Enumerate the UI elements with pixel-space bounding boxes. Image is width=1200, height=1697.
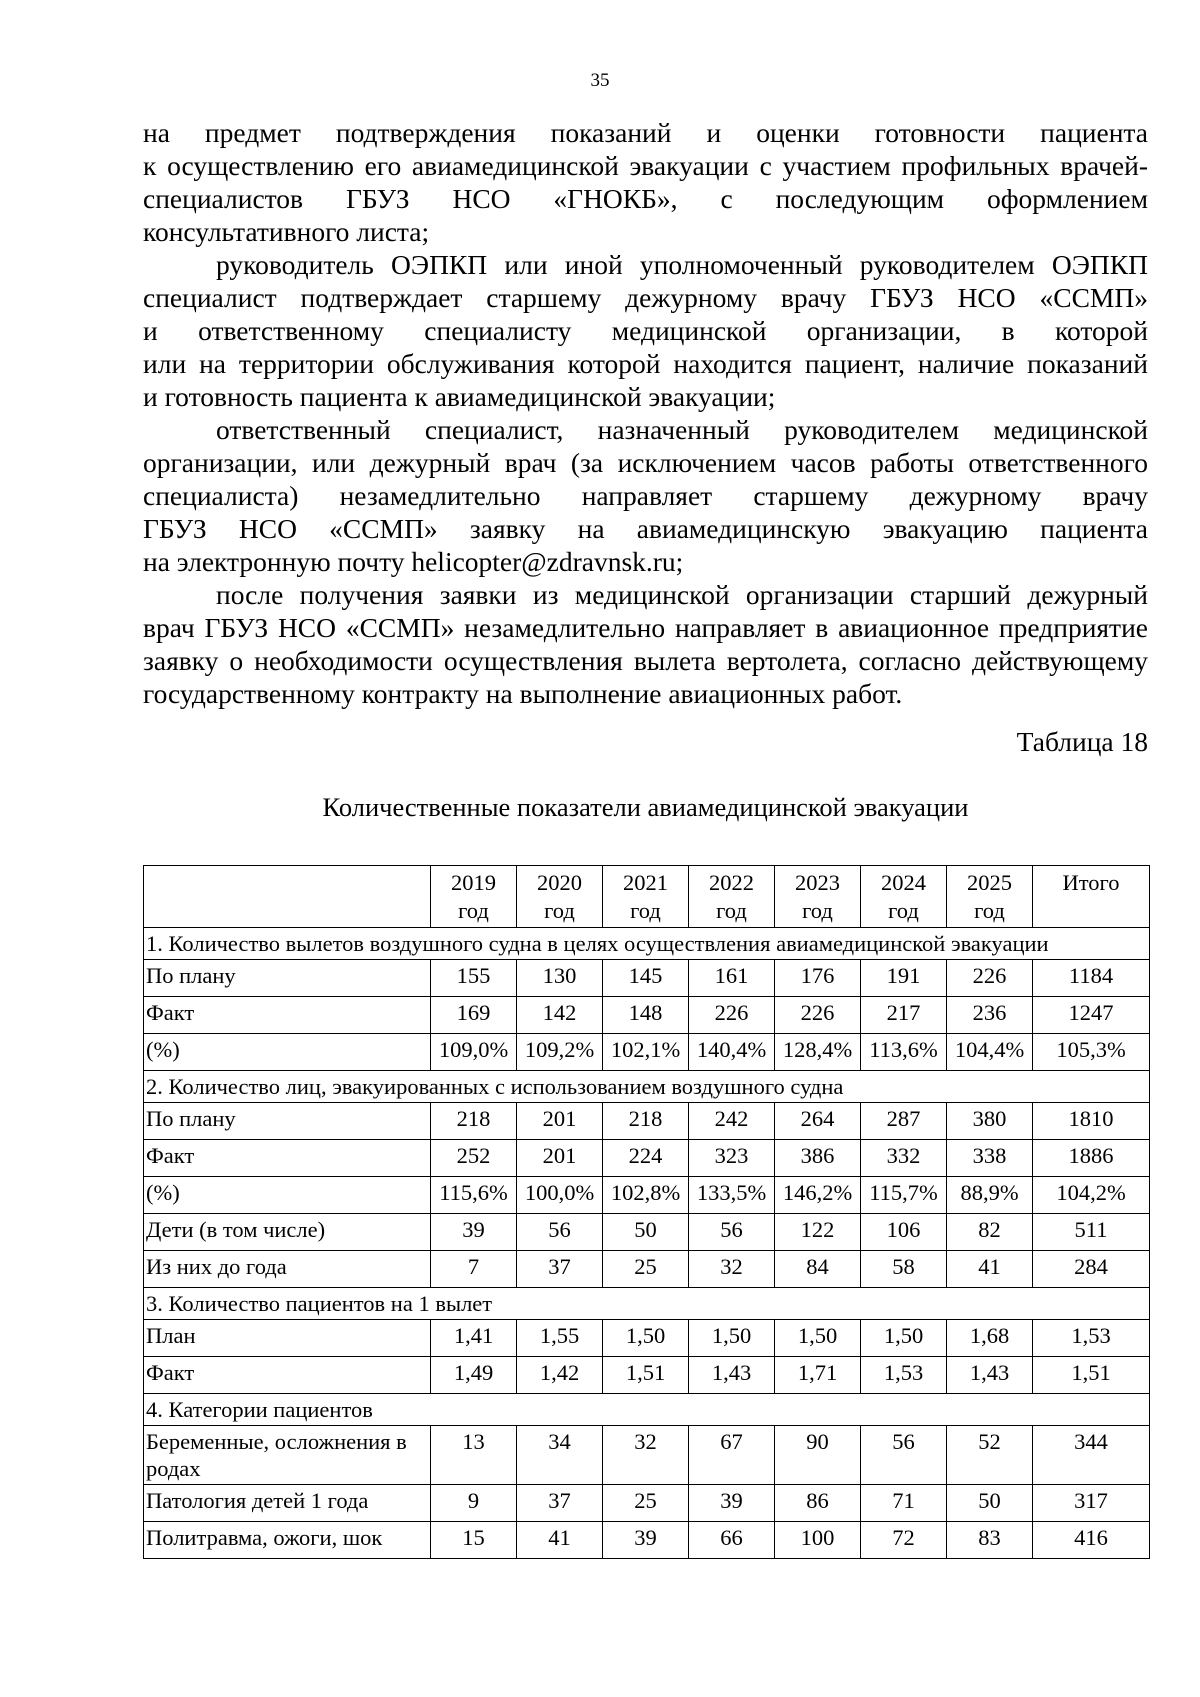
row-label: Политравма, ожоги, шок	[144, 1522, 431, 1559]
section-row	[144, 1288, 1150, 1320]
text-line: ГБУЗ НСО «ССМП» заявку на авиамедицинскую эвакуацию пациента	[143, 513, 1148, 544]
value-cell: 84	[775, 1251, 861, 1288]
column-header: 2021 год	[603, 866, 689, 928]
column-header: 2025 год	[947, 866, 1033, 928]
text-line: ответственный специалист, назначенный руководителем медицинской	[216, 414, 1148, 445]
section-title: 2. Количество лиц, эвакуированных с использованием воздушного судна	[144, 1071, 1150, 1103]
row-label: Беременные, осложнения в родах	[144, 1426, 431, 1485]
paragraph	[143, 413, 1148, 578]
total-cell: 344	[1033, 1426, 1150, 1485]
table-row	[144, 1103, 1150, 1140]
total-cell: 284	[1033, 1251, 1150, 1288]
value-cell: 1,42	[517, 1357, 603, 1394]
value-cell: 104,4%	[947, 1034, 1033, 1071]
value-cell: 39	[689, 1485, 775, 1522]
value-cell: 58	[861, 1251, 947, 1288]
value-cell: 72	[861, 1522, 947, 1559]
value-cell: 50	[947, 1485, 1033, 1522]
row-label: (%)	[144, 1177, 431, 1214]
table-row	[144, 1214, 1150, 1251]
section-title: 1. Количество вылетов воздушного судна в целях осуществления авиамедицинской эвакуации	[144, 928, 1150, 960]
total-cell: 105,3%	[1033, 1034, 1150, 1071]
value-cell: 50	[603, 1214, 689, 1251]
value-cell: 1,50	[603, 1320, 689, 1357]
table-row	[144, 1357, 1150, 1394]
total-cell: 1,51	[1033, 1357, 1150, 1394]
value-cell: 7	[431, 1251, 517, 1288]
row-label: Факт	[144, 1357, 431, 1394]
value-cell: 338	[947, 1140, 1033, 1177]
value-cell: 83	[947, 1522, 1033, 1559]
value-cell: 9	[431, 1485, 517, 1522]
value-cell: 39	[431, 1214, 517, 1251]
row-label: Из них до года	[144, 1251, 431, 1288]
section-title: 3. Количество пациентов на 1 вылет	[144, 1288, 1150, 1320]
row-label: Патология детей 1 года	[144, 1485, 431, 1522]
value-cell: 100,0%	[517, 1177, 603, 1214]
data-table	[143, 865, 1150, 1559]
value-cell: 264	[775, 1103, 861, 1140]
value-cell: 41	[947, 1251, 1033, 1288]
total-cell: 1247	[1033, 997, 1150, 1034]
total-cell: 317	[1033, 1485, 1150, 1522]
value-cell: 1,43	[947, 1357, 1033, 1394]
value-cell: 169	[431, 997, 517, 1034]
value-cell: 1,51	[603, 1357, 689, 1394]
text-line: руководитель ОЭПКП или иной уполномоченный руководителем ОЭПКП	[216, 249, 1148, 280]
value-cell: 1,68	[947, 1320, 1033, 1357]
text-line: и готовность пациента к авиамедицинской эвакуации;	[143, 381, 776, 412]
value-cell: 56	[689, 1214, 775, 1251]
value-cell: 242	[689, 1103, 775, 1140]
table-caption: Таблица 18	[1016, 726, 1148, 757]
value-cell: 128,4%	[775, 1034, 861, 1071]
value-cell: 115,7%	[861, 1177, 947, 1214]
value-cell: 39	[603, 1522, 689, 1559]
value-cell: 56	[517, 1214, 603, 1251]
value-cell: 90	[775, 1426, 861, 1485]
body-text	[143, 116, 1148, 710]
value-cell: 155	[431, 960, 517, 997]
value-cell: 145	[603, 960, 689, 997]
table-row	[144, 1426, 1150, 1485]
value-cell: 176	[775, 960, 861, 997]
value-cell: 386	[775, 1140, 861, 1177]
value-cell: 1,49	[431, 1357, 517, 1394]
row-label: Факт	[144, 997, 431, 1034]
value-cell: 106	[861, 1214, 947, 1251]
value-cell: 37	[517, 1251, 603, 1288]
total-cell: 1184	[1033, 960, 1150, 997]
text-line: организации, или дежурный врач (за исключением часов работы ответственного	[143, 447, 1148, 478]
table-header-row	[144, 866, 1150, 928]
table-row	[144, 1177, 1150, 1214]
text-line: заявку о необходимости осуществления вылета вертолета, согласно действующему	[143, 645, 1148, 676]
text-line: специалистов ГБУЗ НСО «ГНОКБ», с последующим оформлением	[143, 183, 1148, 214]
table-body	[144, 928, 1150, 1559]
column-header: 2019 год	[431, 866, 517, 928]
table-row	[144, 1251, 1150, 1288]
text-line: на электронную почту helicopter@zdravnsk.ru;	[143, 546, 684, 577]
table-row	[144, 1320, 1150, 1357]
column-header: Итого	[1033, 866, 1150, 928]
value-cell: 109,2%	[517, 1034, 603, 1071]
table-row	[144, 1034, 1150, 1071]
value-cell: 201	[517, 1140, 603, 1177]
value-cell: 37	[517, 1485, 603, 1522]
value-cell: 287	[861, 1103, 947, 1140]
total-cell: 104,2%	[1033, 1177, 1150, 1214]
row-label: Факт	[144, 1140, 431, 1177]
total-cell: 1,53	[1033, 1320, 1150, 1357]
row-label: Дети (в том числе)	[144, 1214, 431, 1251]
value-cell: 252	[431, 1140, 517, 1177]
value-cell: 25	[603, 1485, 689, 1522]
paragraph	[143, 578, 1148, 710]
table-row	[144, 1485, 1150, 1522]
value-cell: 133,5%	[689, 1177, 775, 1214]
table-row	[144, 1140, 1150, 1177]
row-label: План	[144, 1320, 431, 1357]
row-label: По плану	[144, 1103, 431, 1140]
text-line: консультативного листа;	[143, 216, 430, 247]
header-corner-cell	[144, 866, 431, 928]
value-cell: 115,6%	[431, 1177, 517, 1214]
column-header: 2023 год	[775, 866, 861, 928]
value-cell: 109,0%	[431, 1034, 517, 1071]
row-label: По плану	[144, 960, 431, 997]
value-cell: 88,9%	[947, 1177, 1033, 1214]
text-line: специалист подтверждает старшему дежурному врачу ГБУЗ НСО «ССМП»	[143, 282, 1148, 313]
text-line: после получения заявки из медицинской организации старший дежурный	[216, 579, 1148, 610]
value-cell: 100	[775, 1522, 861, 1559]
value-cell: 13	[431, 1426, 517, 1485]
total-cell: 416	[1033, 1522, 1150, 1559]
section-row	[144, 1394, 1150, 1426]
value-cell: 142	[517, 997, 603, 1034]
text-line: государственному контракту на выполнение авиационных работ.	[143, 678, 903, 709]
value-cell: 201	[517, 1103, 603, 1140]
value-cell: 191	[861, 960, 947, 997]
value-cell: 226	[947, 960, 1033, 997]
table-row	[144, 1522, 1150, 1559]
value-cell: 1,41	[431, 1320, 517, 1357]
value-cell: 323	[689, 1140, 775, 1177]
table-row	[144, 960, 1150, 997]
value-cell: 32	[689, 1251, 775, 1288]
value-cell: 25	[603, 1251, 689, 1288]
total-cell: 1886	[1033, 1140, 1150, 1177]
value-cell: 226	[775, 997, 861, 1034]
page-number: 35	[590, 70, 610, 91]
value-cell: 41	[517, 1522, 603, 1559]
text-line: специалиста) незамедлительно направляет старшему дежурному врачу	[143, 480, 1148, 511]
value-cell: 52	[947, 1426, 1033, 1485]
value-cell: 67	[689, 1426, 775, 1485]
table-row	[144, 997, 1150, 1034]
value-cell: 161	[689, 960, 775, 997]
value-cell: 102,8%	[603, 1177, 689, 1214]
value-cell: 15	[431, 1522, 517, 1559]
value-cell: 130	[517, 960, 603, 997]
value-cell: 113,6%	[861, 1034, 947, 1071]
value-cell: 148	[603, 997, 689, 1034]
value-cell: 71	[861, 1485, 947, 1522]
row-label: (%)	[144, 1034, 431, 1071]
column-header: 2022 год	[689, 866, 775, 928]
value-cell: 1,50	[861, 1320, 947, 1357]
column-header: 2020 год	[517, 866, 603, 928]
value-cell: 224	[603, 1140, 689, 1177]
table-title: Количественные показатели авиамедицинской эвакуации	[322, 792, 969, 822]
total-cell: 1810	[1033, 1103, 1150, 1140]
value-cell: 34	[517, 1426, 603, 1485]
value-cell: 86	[775, 1485, 861, 1522]
value-cell: 218	[431, 1103, 517, 1140]
value-cell: 1,55	[517, 1320, 603, 1357]
value-cell: 56	[861, 1426, 947, 1485]
value-cell: 82	[947, 1214, 1033, 1251]
value-cell: 66	[689, 1522, 775, 1559]
column-header: 2024 год	[861, 866, 947, 928]
total-cell: 511	[1033, 1214, 1150, 1251]
text-line: врач ГБУЗ НСО «ССМП» незамедлительно направляет в авиационное предприятие	[143, 612, 1148, 643]
text-line: на предмет подтверждения показаний и оценки готовности пациента	[143, 117, 1148, 148]
value-cell: 102,1%	[603, 1034, 689, 1071]
value-cell: 32	[603, 1426, 689, 1485]
value-cell: 1,43	[689, 1357, 775, 1394]
paragraph	[143, 248, 1148, 413]
text-line: или на территории обслуживания которой находится пациент, наличие показаний	[143, 348, 1148, 379]
paragraph	[143, 116, 1148, 248]
value-cell: 140,4%	[689, 1034, 775, 1071]
value-cell: 332	[861, 1140, 947, 1177]
section-row	[144, 928, 1150, 960]
section-title: 4. Категории пациентов	[144, 1394, 1150, 1426]
value-cell: 1,71	[775, 1357, 861, 1394]
value-cell: 236	[947, 997, 1033, 1034]
value-cell: 218	[603, 1103, 689, 1140]
value-cell: 1,50	[689, 1320, 775, 1357]
value-cell: 1,53	[861, 1357, 947, 1394]
value-cell: 122	[775, 1214, 861, 1251]
value-cell: 380	[947, 1103, 1033, 1140]
value-cell: 1,50	[775, 1320, 861, 1357]
value-cell: 217	[861, 997, 947, 1034]
section-row	[144, 1071, 1150, 1103]
value-cell: 146,2%	[775, 1177, 861, 1214]
value-cell: 226	[689, 997, 775, 1034]
text-line: к осуществлению его авиамедицинской эвакуации с участием профильных врачей-	[143, 150, 1148, 181]
text-line: и ответственному специалисту медицинской организации, в которой	[143, 315, 1148, 346]
